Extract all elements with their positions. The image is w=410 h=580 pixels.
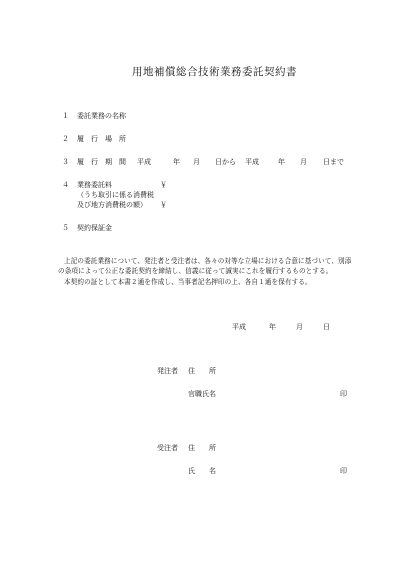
item-4-label: 業務委託料 <box>77 181 112 189</box>
signing-date-month: 月 <box>296 323 303 331</box>
period-start-year: 年 <box>173 158 180 166</box>
paragraph-line-3: 本契約の証として本書２通を作成し、当事者記名押印の上、各自１通を保有する。 <box>64 278 312 286</box>
document-title: 用地補償総合技術業務委託契約書 <box>132 66 297 78</box>
tax-currency: ￥ <box>160 201 167 209</box>
tax-note-line2: 及び地方消費税の額） <box>77 201 147 209</box>
tax-note-line1: （うち取引に係る消費税 <box>77 191 154 199</box>
item-3-number: ３ <box>62 158 69 166</box>
period-start-day: 日から <box>215 158 236 166</box>
paragraph-line-1: 上記の委託業務について、発注者と受注者は、各々の対等な立場における合意に基づいて、別添 <box>64 257 352 265</box>
fee-currency: ￥ <box>160 181 167 189</box>
item-5-number: ５ <box>62 224 69 232</box>
item-3-label: 履 行 期 間 <box>77 158 126 166</box>
period-end-era: 平成 <box>245 158 259 166</box>
signing-date-year: 年 <box>269 323 276 331</box>
contractor-seal: 印 <box>340 467 347 475</box>
period-start-month: 月 <box>193 158 200 166</box>
item-4-number: ４ <box>62 181 69 189</box>
orderer-seal: 印 <box>340 390 347 398</box>
period-start-era: 平成 <box>137 158 151 166</box>
contractor-address-label: 住 所 <box>188 444 216 452</box>
signing-date-day: 日 <box>323 323 330 331</box>
item-1-label: 委託業務の名称 <box>77 112 126 120</box>
period-end-month: 月 <box>300 158 307 166</box>
item-1-number: １ <box>62 112 69 120</box>
contractor-name-label: 氏 名 <box>188 467 216 475</box>
orderer-role: 発注者 <box>157 367 178 375</box>
contractor-role: 受注者 <box>157 444 178 452</box>
paragraph-line-2: の条項によって公正な委託契約を締結し、信義に従って誠実にこれを履行するものとする。 <box>58 267 333 275</box>
signing-date-era: 平成 <box>232 323 246 331</box>
period-end-year: 年 <box>278 158 285 166</box>
orderer-name-label: 官職氏名 <box>188 390 216 398</box>
item-2-number: ２ <box>62 135 69 143</box>
item-5-label: 契約保証金 <box>77 224 112 232</box>
period-end-day: 日まで <box>323 158 344 166</box>
orderer-address-label: 住 所 <box>188 367 216 375</box>
item-2-label: 履 行 場 所 <box>77 135 126 143</box>
